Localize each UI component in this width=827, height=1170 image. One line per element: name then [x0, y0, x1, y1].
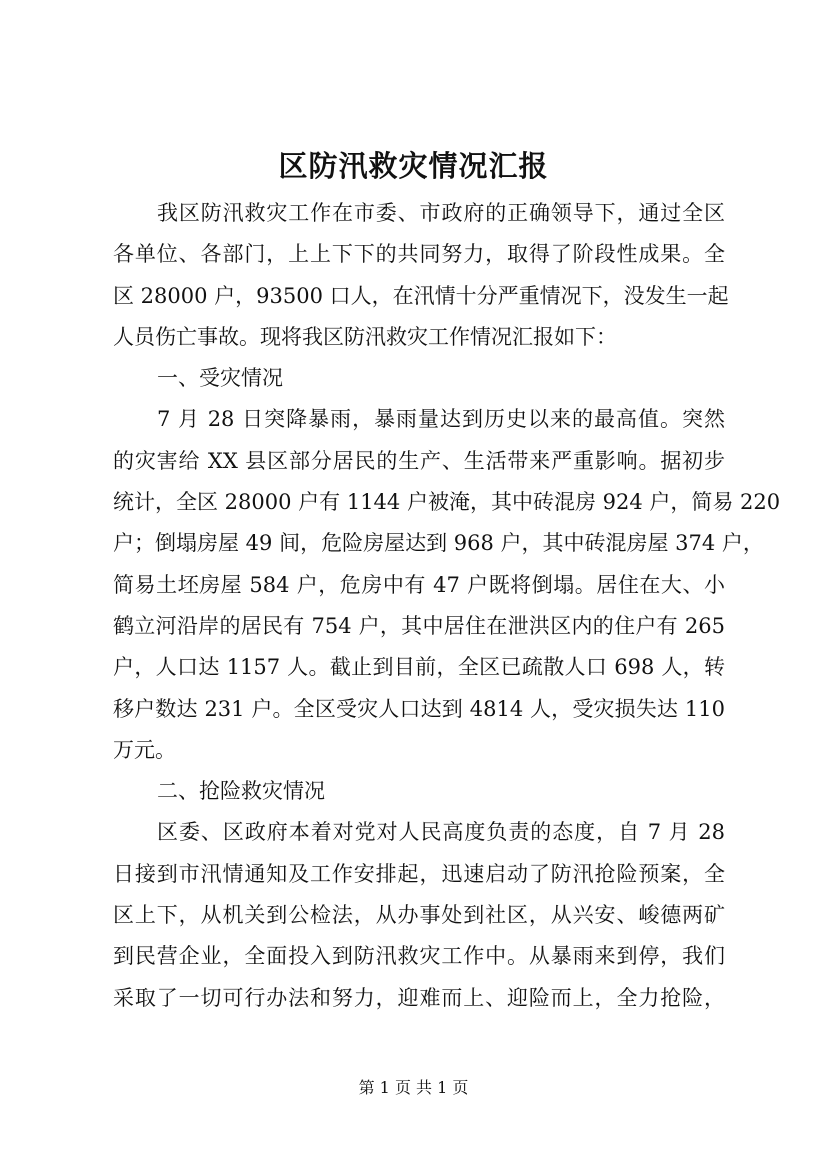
paragraph-3-line-2: 日接到市汛情通知及工作安排起，迅速启动了防汛抢险预案，全 [113, 861, 725, 886]
paragraph-2-line-3: 统计，全区 28000 户有 1144 户被淹，其中砖混房 924 户，简易 220 [113, 490, 781, 515]
paragraph-3-line-4: 到民营企业，全面投入到防汛救灾工作中。从暴雨来到停，我们 [113, 944, 725, 969]
paragraph-2-line-8: 移户数达 231 户。全区受灾人口达到 4814 人，受灾损失达 110 [113, 696, 725, 721]
paragraph-2-line-1: 7 月 28 日突降暴雨，暴雨量达到历史以来的最高值。突然 [157, 407, 725, 432]
paragraph-2-line-6: 鹤立河沿岸的居民有 754 户，其中居住在泄洪区内的住户有 265 [113, 613, 725, 638]
section-heading-2: 二、抢险救灾情况 [157, 779, 325, 804]
document-body [113, 193, 781, 1019]
paragraph-1-line-3: 区 28000 户，93500 口人，在汛情十分严重情况下，没发生一起 [113, 283, 729, 308]
paragraph-2-line-4: 户；倒塌房屋 49 间，危险房屋达到 968 户，其中砖混房屋 374 户， [113, 531, 764, 556]
paragraph-1-line-2: 各单位、各部门，上上下下的共同努力，取得了阶段性成果。全 [113, 242, 725, 267]
document-title: 区防汛救灾情况汇报 [278, 149, 549, 183]
paragraph-3-line-5: 采取了一切可行办法和努力，迎难而上、迎险而上，全力抢险， [113, 985, 725, 1010]
page-footer: 第 1 页 共 1 页 [358, 1078, 469, 1097]
paragraph-2-line-5: 简易土坯房屋 584 户，危房中有 47 户既将倒塌。居住在大、小 [113, 572, 725, 597]
paragraph-1-line-4: 人员伤亡事故。现将我区防汛救灾工作情况汇报如下： [113, 324, 617, 349]
paragraph-2-line-7: 户，人口达 1157 人。截止到目前，全区已疏散人口 698 人，转 [113, 655, 725, 680]
paragraph-3-line-3: 区上下，从机关到公检法，从办事处到社区，从兴安、峻德两矿 [113, 903, 725, 928]
section-heading-1: 一、受灾情况 [157, 366, 283, 391]
paragraph-2-line-9: 万元。 [113, 737, 176, 762]
paragraph-1-line-1: 我区防汛救灾工作在市委、市政府的正确领导下，通过全区 [157, 201, 725, 225]
paragraph-3-line-1: 区委、区政府本着对党对人民高度负责的态度，自 7 月 28 [157, 820, 725, 845]
paragraph-2-line-2: 的灾害给 XX 县区部分居民的生产、生活带来严重影响。据初步 [113, 448, 725, 473]
